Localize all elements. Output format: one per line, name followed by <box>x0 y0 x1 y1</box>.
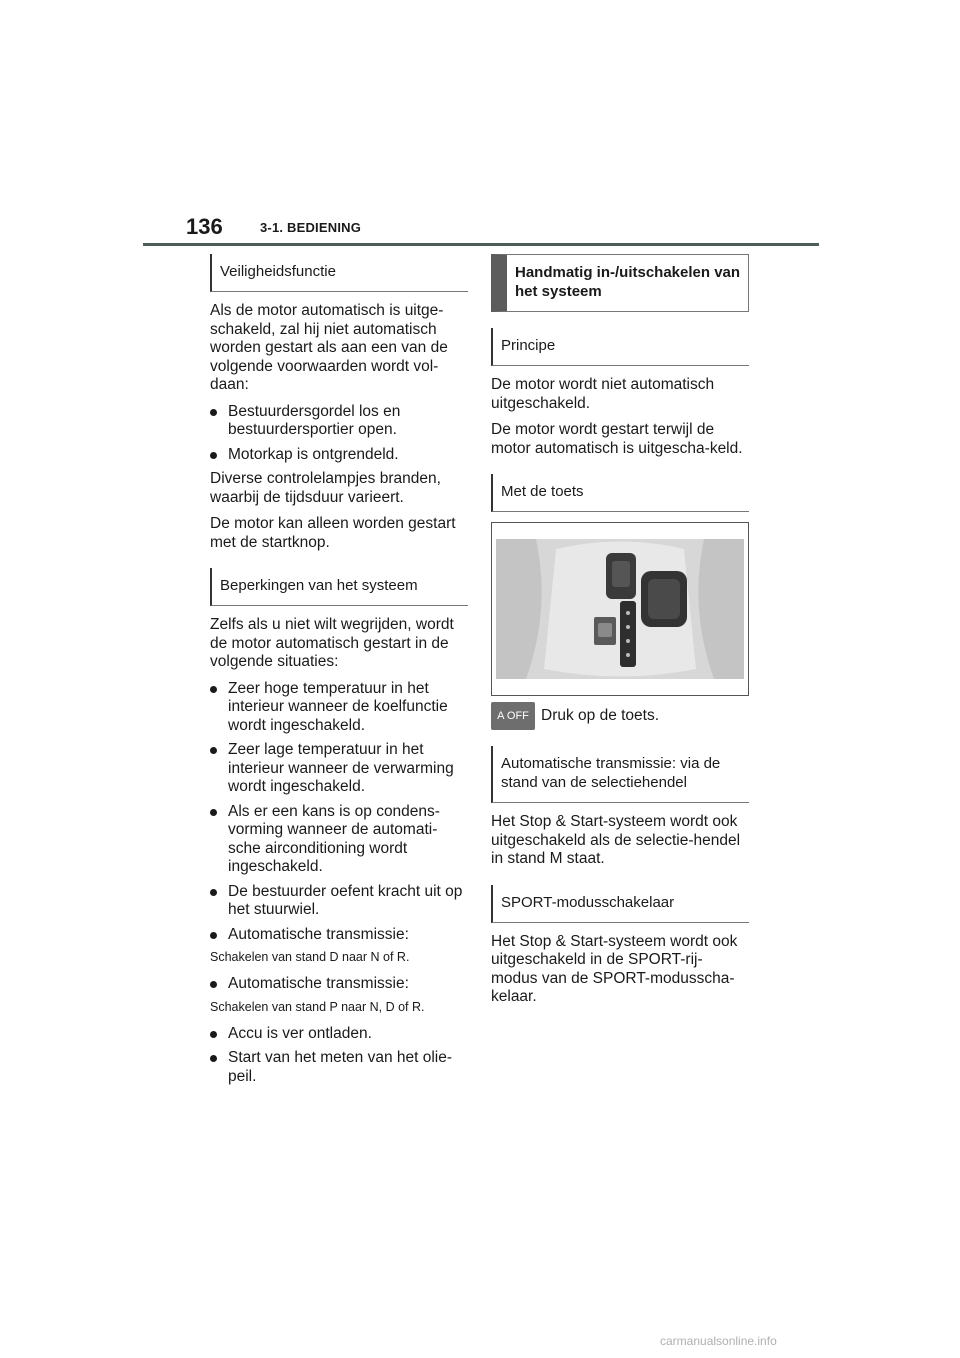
list-item: Automatische transmissie: <box>210 975 468 994</box>
center-console-image <box>496 539 744 679</box>
bullet-icon <box>210 889 217 896</box>
list-item: Automatische transmissie: <box>210 926 468 945</box>
bullet-icon <box>210 809 217 816</box>
header-rule <box>143 243 819 246</box>
safety-paragraph-1: Diverse controlelampjes branden, waarbij de tijdsduur varieert. <box>210 470 441 506</box>
manual-heading: Handmatig in-/uitschakelen van het systeem <box>491 254 749 312</box>
bullet-icon <box>210 747 217 754</box>
limits-intro: Zelfs als u niet wilt wegrijden, wordt de motor automatisch gestart in de volgende situaties: <box>210 616 454 670</box>
list-item: Motorkap is ontgrendeld. <box>210 446 468 465</box>
bullet-icon <box>210 452 217 459</box>
page-number: 136 <box>186 214 223 239</box>
list-item: Als er een kans is op condens-vorming wanneer de automati-sche airconditioning wordt ingeschakeld. <box>210 803 468 877</box>
right-column <box>491 254 749 1015</box>
list-item: Zeer hoge temperatuur in het interieur wanneer de koelfunctie wordt ingeschakeld. <box>210 680 468 736</box>
sport-heading: SPORT-modusschakelaar <box>491 885 749 923</box>
transmission-note-1: Schakelen van stand D naar N of R. <box>210 950 410 964</box>
bullet-icon <box>210 981 217 988</box>
watermark: carmanualsonline.info <box>660 1334 777 1348</box>
bullet-icon <box>210 932 217 939</box>
transmission-heading: Automatische transmissie: via de stand van de selectiehendel <box>491 746 749 803</box>
safety-list <box>210 403 468 465</box>
transmission-note-2: Schakelen van stand P naar N, D of R. <box>210 999 425 1014</box>
bullet-icon <box>210 1055 217 1062</box>
limits-heading: Beperkingen van het systeem <box>210 568 468 606</box>
bullet-icon <box>210 686 217 693</box>
sport-paragraph: Het Stop & Start-systeem wordt ook uitgeschakeld in de SPORT-rij-modus van de SPORT-modusscha-kelaar. <box>491 932 738 1005</box>
principle-heading: Principe <box>491 328 749 366</box>
list-item: Zeer lage temperatuur in het interieur wanneer de verwarming wordt ingeschakeld. <box>210 741 468 797</box>
transmission-paragraph: Het Stop & Start-systeem wordt ook uitgeschakeld als de selectie-hendel in stand M staat. <box>491 813 741 867</box>
list-item: Accu is ver ontladen. <box>210 1025 468 1044</box>
safety-heading: Veiligheidsfunctie <box>210 254 468 292</box>
safety-paragraph-2: De motor kan alleen worden gestart met de startknop. <box>210 515 456 551</box>
limits-list-3 <box>210 1025 468 1087</box>
safety-intro: Als de motor automatisch is uitge-schakeld, zal hij niet automatisch worden gestart als aan een van de volgende voorwaarden wordt vol-daan: <box>210 302 448 393</box>
bullet-icon <box>210 1031 217 1038</box>
limits-list <box>210 680 468 945</box>
section-title: 3-1. BEDIENING <box>260 220 362 235</box>
button-instruction <box>491 702 749 730</box>
console-illustration <box>491 522 749 696</box>
principle-paragraph-2: De motor wordt gestart terwijl de motor automatisch is uitgescha-keld. <box>491 421 743 457</box>
button-instruction-text: Druk op de toets. <box>541 707 660 724</box>
bullet-icon <box>210 409 217 416</box>
list-item: Bestuurdersgordel los en bestuurdersportier open. <box>210 403 468 440</box>
limits-list-2 <box>210 975 468 994</box>
list-item: De bestuurder oefent kracht uit op het stuurwiel. <box>210 883 468 920</box>
list-item: Start van het meten van het olie-peil. <box>210 1049 468 1086</box>
auto-start-stop-off-icon[interactable]: A OFF <box>491 702 535 730</box>
left-column <box>210 254 468 1092</box>
button-heading: Met de toets <box>491 474 749 512</box>
principle-paragraph-1: De motor wordt niet automatisch uitgeschakeld. <box>491 376 715 412</box>
